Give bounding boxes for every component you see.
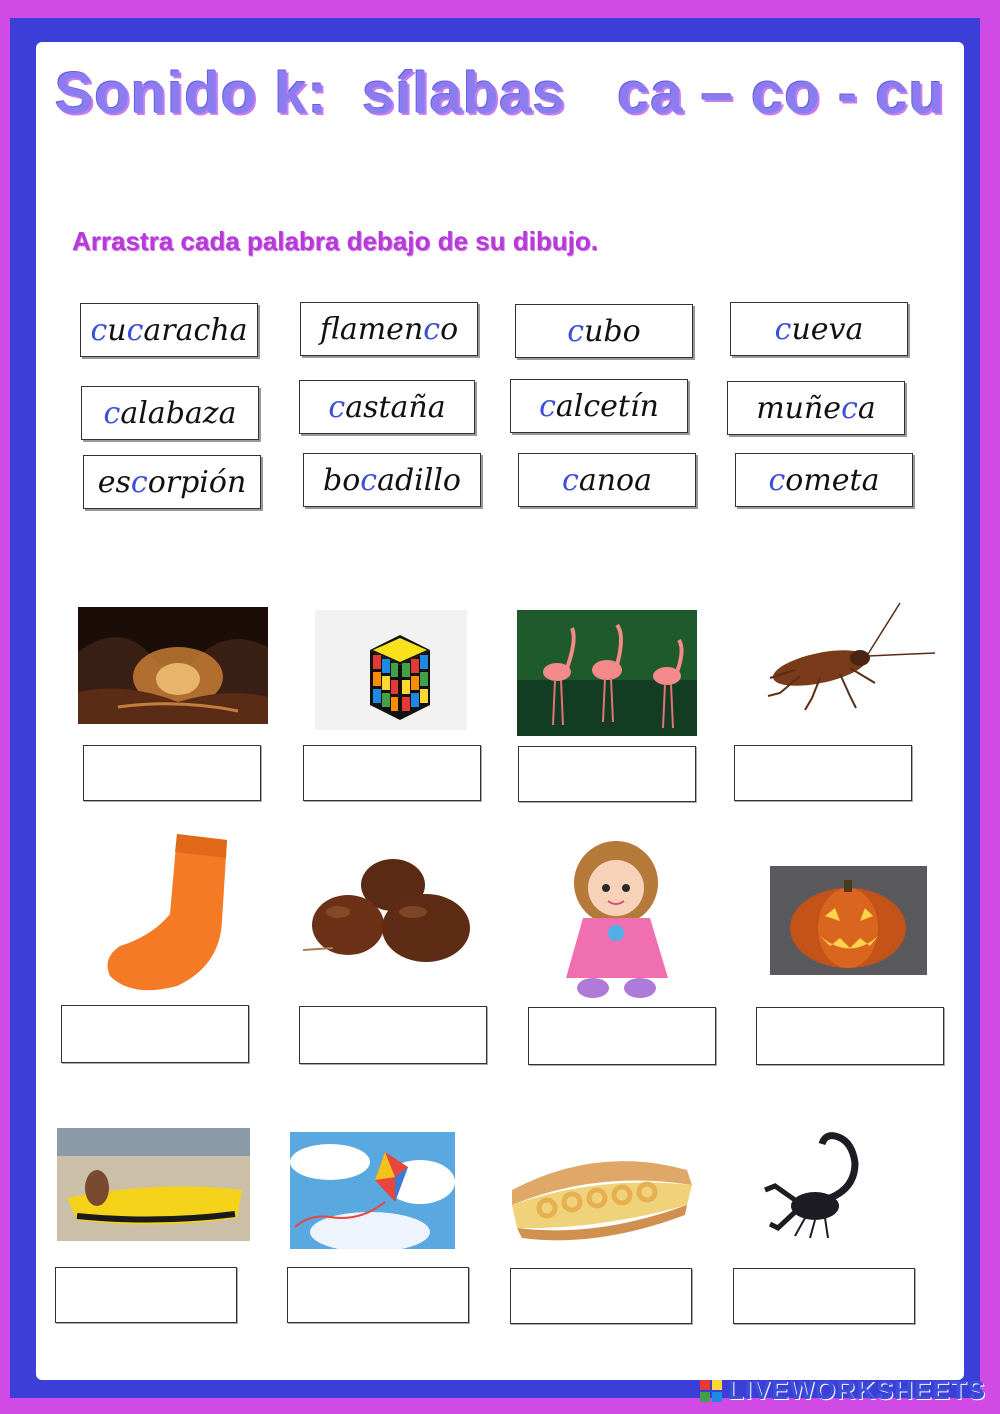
- brand-mark-icon: [700, 1380, 722, 1402]
- word-part: astaña: [345, 389, 446, 425]
- word-letter-c: c: [841, 390, 858, 426]
- answer-drop-zone[interactable]: [510, 1268, 692, 1324]
- word-tile-flamenco[interactable]: [300, 302, 478, 356]
- word-part: muñe: [756, 390, 842, 426]
- word-part: alcetín: [555, 388, 659, 424]
- word-part: ueva: [791, 311, 864, 347]
- word-tile-castana[interactable]: [299, 380, 475, 434]
- doll-image: [538, 833, 696, 1001]
- word-part: flamen: [319, 311, 424, 347]
- instruction-text: Arrastra cada palabra debajo de su dibujo.: [72, 226, 598, 256]
- answer-drop-zone[interactable]: [734, 745, 912, 801]
- word-part: a: [857, 390, 876, 426]
- brand-name: LIVEWORKSHEETS: [727, 1375, 986, 1405]
- word-part: u: [107, 312, 127, 348]
- answer-drop-zone[interactable]: [756, 1007, 944, 1065]
- answer-drop-zone[interactable]: [303, 745, 481, 801]
- word-part: ubo: [584, 313, 641, 349]
- word-part: o: [440, 311, 459, 347]
- word-part: orpión: [147, 464, 247, 500]
- sandwich-image: [487, 1130, 706, 1252]
- word-part: alabaza: [120, 395, 237, 431]
- word-letter-c: c: [90, 312, 108, 348]
- word-tile-escorpion[interactable]: [83, 455, 261, 509]
- word-letter-c: c: [126, 312, 144, 348]
- liveworksheets-logo: [700, 1375, 986, 1406]
- word-part: ometa: [785, 462, 880, 498]
- word-part: anoa: [578, 462, 652, 498]
- word-tile-cucaracha[interactable]: [80, 303, 258, 357]
- word-tile-bocadillo[interactable]: [303, 453, 481, 507]
- rubiks-cube-image: [315, 610, 467, 730]
- flamingo-image: [517, 610, 697, 736]
- word-part: bo: [322, 462, 361, 498]
- word-letter-c: c: [774, 311, 792, 347]
- word-tile-cubo[interactable]: [515, 304, 693, 358]
- word-letter-c: c: [768, 462, 786, 498]
- word-letter-c: c: [567, 313, 585, 349]
- answer-drop-zone[interactable]: [61, 1005, 249, 1063]
- canoe-image: [57, 1128, 250, 1241]
- word-tile-canoa[interactable]: [518, 453, 696, 507]
- word-letter-c: c: [562, 462, 579, 498]
- answer-drop-zone[interactable]: [299, 1006, 487, 1064]
- answer-drop-zone[interactable]: [287, 1267, 469, 1323]
- word-letter-c: c: [360, 462, 378, 498]
- sock-image: [62, 826, 280, 996]
- answer-drop-zone[interactable]: [733, 1268, 915, 1324]
- word-part: es: [97, 464, 131, 500]
- chestnuts-image: [298, 850, 476, 970]
- cockroach-image: [750, 598, 940, 716]
- pumpkin-image: [770, 866, 927, 975]
- answer-drop-zone[interactable]: [528, 1007, 716, 1065]
- answer-drop-zone[interactable]: [83, 745, 261, 801]
- word-tile-calcetin[interactable]: [510, 379, 688, 433]
- answer-drop-zone[interactable]: [55, 1267, 237, 1323]
- word-part: aracha: [143, 312, 248, 348]
- word-tile-cueva[interactable]: [730, 302, 908, 356]
- answer-drop-zone[interactable]: [518, 746, 696, 802]
- word-part: adillo: [377, 462, 461, 498]
- word-tile-calabaza[interactable]: [81, 386, 259, 440]
- word-letter-c: c: [539, 388, 556, 424]
- kite-image: [290, 1132, 455, 1249]
- word-letter-c: c: [103, 395, 121, 431]
- word-tile-muneca[interactable]: [727, 381, 905, 435]
- cave-image: [78, 607, 268, 724]
- page-title: Sonido k: sílabas ca – co - cu: [54, 61, 946, 126]
- word-letter-c: c: [328, 389, 346, 425]
- word-letter-c: c: [423, 311, 441, 347]
- word-letter-c: c: [130, 464, 148, 500]
- word-tile-cometa[interactable]: [735, 453, 913, 507]
- scorpion-image: [760, 1128, 875, 1246]
